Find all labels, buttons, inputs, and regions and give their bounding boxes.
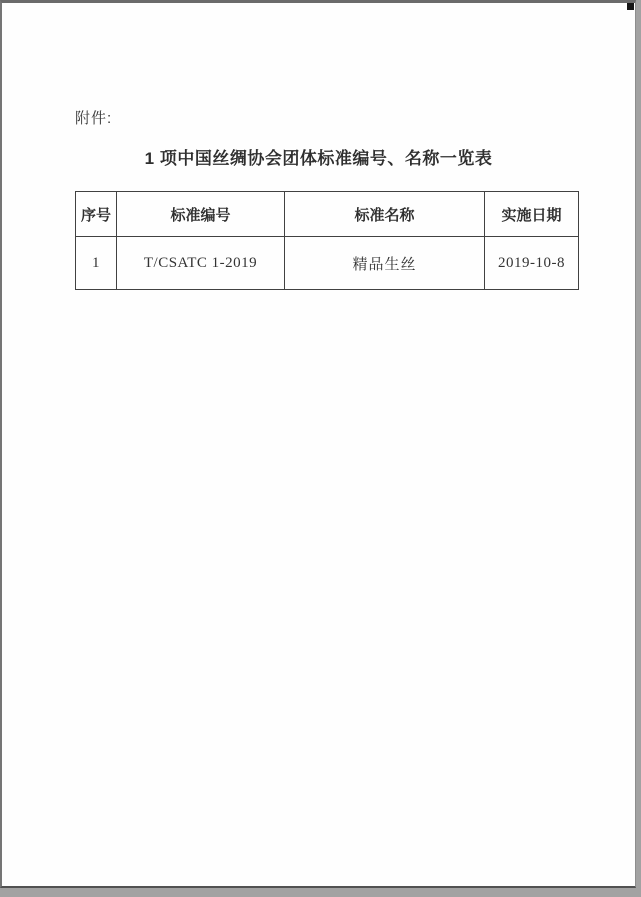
cell-implementation-date: 2019-10-8 (485, 237, 579, 290)
header-cell-no: 序号 (76, 192, 117, 237)
document-title: 1 项中国丝绸协会团体标准编号、名称一览表 (144, 149, 493, 168)
header-cell-standard-number: 标准编号 (117, 192, 285, 237)
table-header-row (76, 192, 579, 237)
header-cell-implementation-date: 实施日期 (485, 192, 579, 237)
attachment-label: 附件: (75, 110, 113, 127)
table-row (76, 237, 579, 290)
cell-standard-number: T/CSATC 1-2019 (117, 237, 285, 290)
scan-corner-mark (627, 3, 634, 10)
cell-no: 1 (76, 237, 117, 290)
standards-table (75, 191, 579, 290)
cell-standard-name: 精品生丝 (285, 237, 485, 290)
header-cell-standard-name: 标准名称 (285, 192, 485, 237)
